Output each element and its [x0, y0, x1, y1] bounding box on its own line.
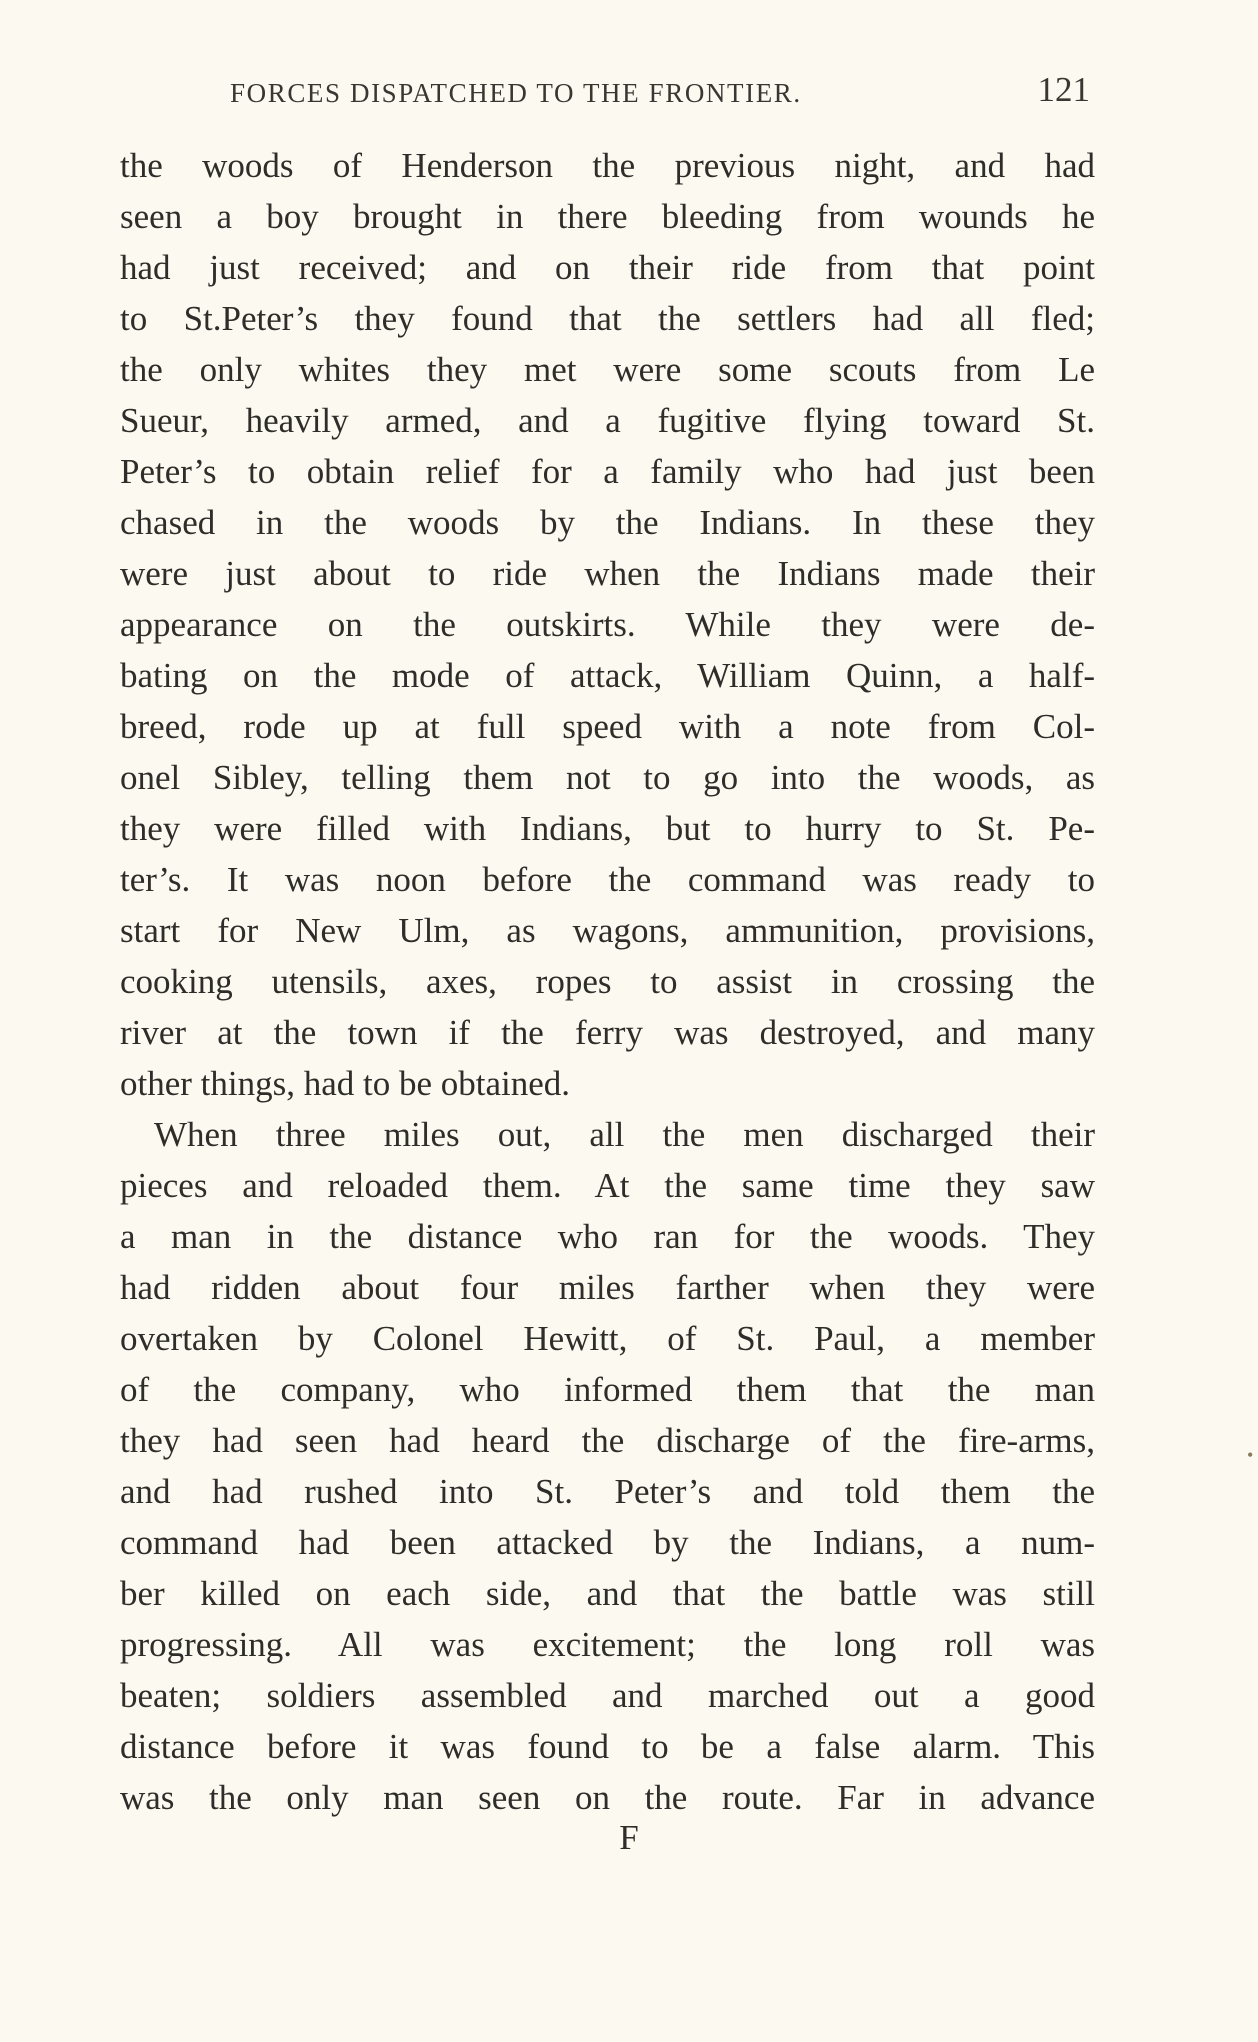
text-line: ber killed on each side, and that the battle was still	[120, 1574, 1095, 1613]
running-title: FORCES DISPATCHED TO THE FRONTIER.	[230, 78, 802, 108]
signature-mark: F	[619, 1818, 639, 1857]
text-line: seen a boy brought in there bleeding from wounds he	[120, 197, 1095, 236]
text-line: to St.Peter’s they found that the settlers had all fled;	[120, 299, 1095, 338]
text-line: pieces and reloaded them. At the same time they saw	[120, 1166, 1095, 1205]
text-line: they were filled with Indians, but to hurry to St. Pe-	[120, 809, 1095, 848]
text-line: bating on the mode of attack, William Quinn, a half-	[120, 656, 1095, 695]
text-line: was the only man seen on the route. Far in advance	[120, 1778, 1095, 1817]
paper-speck: •	[1247, 1445, 1254, 1465]
text-line: river at the town if the ferry was destroyed, and many	[120, 1013, 1095, 1052]
text-line: onel Sibley, telling them not to go into the woods, as	[120, 758, 1095, 797]
text-line: command had been attacked by the Indians, a num-	[120, 1523, 1095, 1562]
text-line: overtaken by Colonel Hewitt, of St. Paul, a member	[120, 1319, 1095, 1358]
text-line: of the company, who informed them that the man	[120, 1370, 1095, 1409]
paragraph-start-line: When three miles out, all the men discharged their	[154, 1115, 1095, 1154]
text-line: the only whites they met were some scouts from Le	[120, 350, 1095, 389]
running-head	[120, 70, 1095, 118]
text-line: beaten; soldiers assembled and marched out a good	[120, 1676, 1095, 1715]
text-line: chased in the woods by the Indians. In these they	[120, 503, 1095, 542]
paragraph-end-line: other things, had to be obtained.	[120, 1064, 571, 1103]
text-line: Peter’s to obtain relief for a family who had just been	[120, 452, 1095, 491]
text-line: had ridden about four miles farther when they were	[120, 1268, 1095, 1307]
text-line: distance before it was found to be a false alarm. This	[120, 1727, 1095, 1766]
body-text	[120, 140, 1095, 1823]
text-line: had just received; and on their ride from that point	[120, 248, 1095, 287]
text-line: the woods of Henderson the previous night, and had	[120, 146, 1095, 185]
text-line: were just about to ride when the Indians made their	[120, 554, 1095, 593]
text-line: a man in the distance who ran for the woods. They	[120, 1217, 1095, 1256]
text-line: they had seen had heard the discharge of the fire-arms,	[120, 1421, 1095, 1460]
text-line: start for New Ulm, as wagons, ammunition, provisions,	[120, 911, 1095, 950]
text-line: appearance on the outskirts. While they were de-	[120, 605, 1095, 644]
text-line: and had rushed into St. Peter’s and told them the	[120, 1472, 1095, 1511]
page-number: 121	[1037, 70, 1090, 109]
text-line: Sueur, heavily armed, and a fugitive flying toward St.	[120, 401, 1095, 440]
text-line: ter’s. It was noon before the command was ready to	[120, 860, 1095, 899]
text-line: progressing. All was excitement; the long roll was	[120, 1625, 1095, 1664]
text-line: cooking utensils, axes, ropes to assist in crossing the	[120, 962, 1095, 1001]
text-line: breed, rode up at full speed with a note from Col-	[120, 707, 1095, 746]
